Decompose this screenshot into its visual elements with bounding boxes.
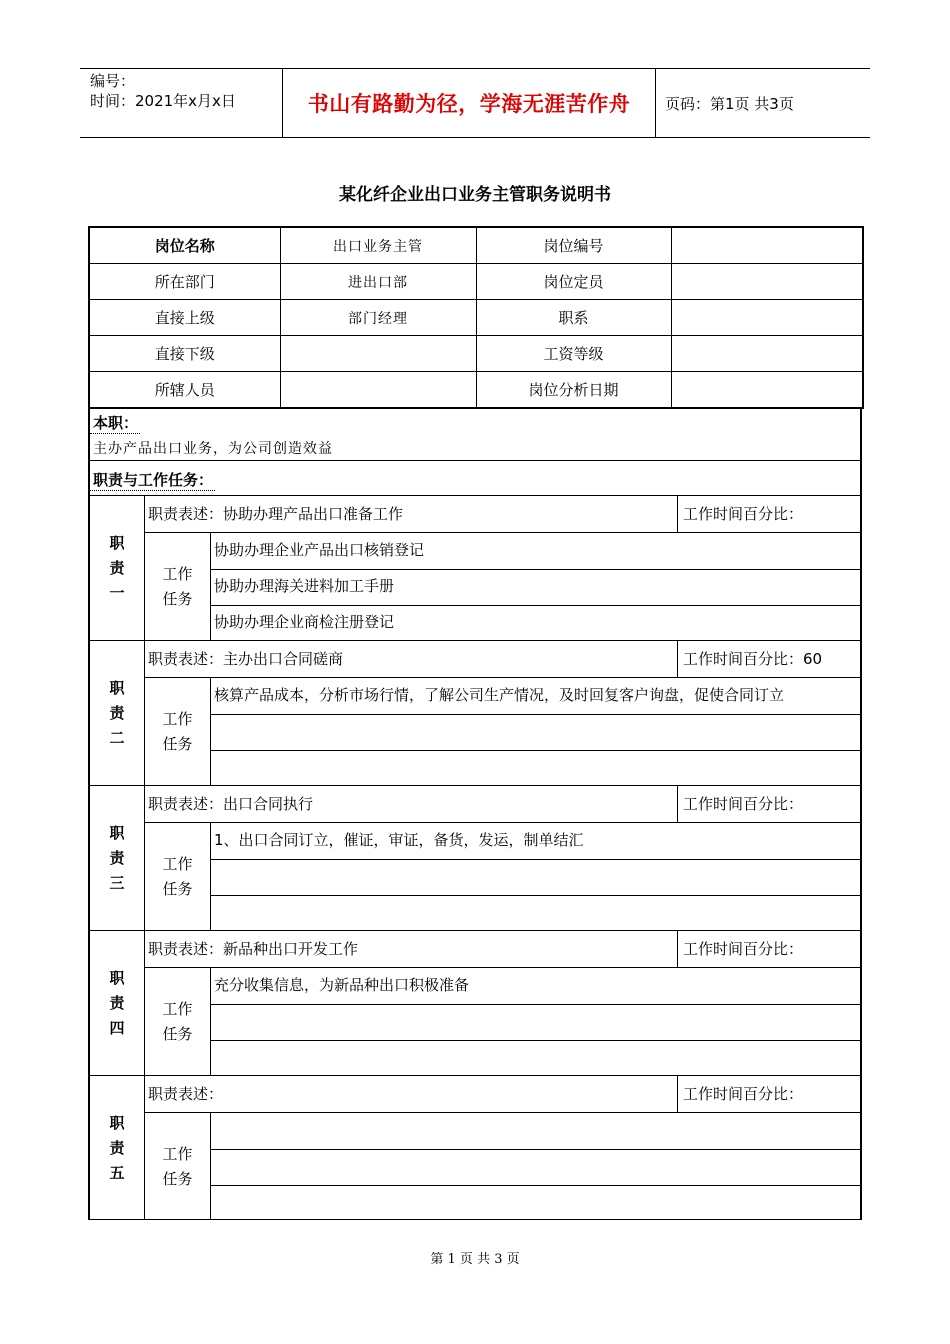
duty-block — [88, 640, 862, 785]
task-item — [211, 714, 860, 751]
task-item — [211, 859, 860, 896]
task-label — [145, 533, 211, 640]
duties-section-header — [88, 461, 862, 496]
cell-divider — [677, 1076, 678, 1112]
duty-label-char: 二 — [109, 728, 125, 747]
duty-time-percentage: 工作时间百分比： — [683, 1085, 804, 1103]
department-label: 所在部门 — [89, 264, 280, 300]
task-item — [211, 1113, 860, 1150]
cell-divider — [677, 786, 678, 822]
header-motto: 书山有路勤为径，学海无涯苦作舟 — [307, 92, 631, 116]
task-label — [145, 968, 211, 1075]
duty-label-char: 职 — [109, 968, 125, 987]
task-label-text: 工作 — [162, 1144, 193, 1163]
task-label-text: 任务 — [162, 734, 193, 753]
duty-label — [90, 496, 145, 640]
salary-grade-label: 工资等级 — [476, 336, 671, 372]
duty-block — [88, 930, 862, 1075]
duty-block — [88, 785, 862, 930]
duty-label-char: 责 — [109, 993, 125, 1012]
duty-label-char: 三 — [109, 873, 125, 892]
document-number-label: 编号： — [90, 72, 136, 90]
task-label-text: 任务 — [162, 1169, 193, 1188]
duty-label-char: 五 — [109, 1163, 125, 1182]
task-item: 充分收集信息，为新品种出口积极准备 — [211, 968, 860, 1005]
analysis-date-value — [671, 372, 863, 409]
task-item — [211, 1040, 860, 1076]
duty-label — [90, 786, 145, 930]
quota-value — [671, 264, 863, 300]
task-label-text: 任务 — [162, 1024, 193, 1043]
table-row — [89, 300, 863, 336]
job-family-value — [671, 300, 863, 336]
duty-header-row — [145, 1076, 860, 1113]
quota-label: 岗位定员 — [476, 264, 671, 300]
subordinate-label: 直接下级 — [89, 336, 280, 372]
duty-label-char: 职 — [109, 678, 125, 697]
duty-time-percentage: 工作时间百分比： — [683, 795, 804, 813]
subordinate-value — [280, 336, 476, 372]
task-label-text: 工作 — [162, 854, 193, 873]
document-date-label: 时间：2021年x月x日 — [90, 92, 236, 110]
duty-header-row — [145, 641, 860, 678]
duty-header-row — [145, 931, 860, 968]
duty-label-char: 职 — [109, 533, 125, 552]
task-label-text: 工作 — [162, 709, 193, 728]
analysis-date-label: 岗位分析日期 — [476, 372, 671, 409]
task-item: 协助办理海关进料加工手册 — [211, 569, 860, 606]
position-name-value: 出口业务主管 — [280, 227, 476, 264]
page-header — [80, 68, 870, 138]
duty-description: 职责表述：主办出口合同磋商 — [148, 650, 344, 668]
duty-time-percentage: 工作时间百分比： — [683, 505, 804, 523]
duty-label-char: 职 — [109, 1113, 125, 1132]
duty-description: 职责表述：协助办理产品出口准备工作 — [148, 505, 404, 523]
duty-header-row — [145, 496, 860, 533]
position-info-table — [88, 226, 864, 409]
duty-time-percentage: 工作时间百分比： — [683, 940, 804, 958]
page-footer: 第 1 页 共 3 页 — [430, 1252, 520, 1267]
duty-time-percentage: 工作时间百分比：60 — [683, 650, 823, 668]
cell-divider — [677, 931, 678, 967]
job-family-label: 职系 — [476, 300, 671, 336]
task-label — [145, 678, 211, 785]
task-label — [145, 823, 211, 930]
duty-block — [88, 495, 862, 640]
duty-label-char: 责 — [109, 1138, 125, 1157]
header-meta — [90, 71, 280, 111]
table-row — [89, 264, 863, 300]
duty-label — [90, 1076, 145, 1220]
task-label-text: 工作 — [162, 564, 193, 583]
duty-description: 职责表述：出口合同执行 — [148, 795, 314, 813]
position-name-label: 岗位名称 — [89, 227, 280, 264]
task-item — [211, 1004, 860, 1041]
task-item — [211, 750, 860, 786]
supervisor-value: 部门经理 — [280, 300, 476, 336]
position-code-value — [671, 227, 863, 264]
supervisor-label: 直接上级 — [89, 300, 280, 336]
task-item — [211, 1149, 860, 1186]
duty-label-char: 职 — [109, 823, 125, 842]
position-code-label: 岗位编号 — [476, 227, 671, 264]
duty-label — [90, 931, 145, 1075]
task-label-text: 任务 — [162, 879, 193, 898]
table-row — [89, 372, 863, 409]
core-duty-text: 主办产品出口业务，为公司创造效益 — [93, 441, 333, 457]
staff-value — [280, 372, 476, 409]
header-page-number: 页码：第1页 共3页 — [665, 95, 794, 113]
cell-divider — [677, 496, 678, 532]
duty-description: 职责表述： — [148, 1085, 224, 1103]
duty-label-char: 责 — [109, 848, 125, 867]
duty-label-char: 责 — [109, 558, 125, 577]
table-row — [89, 227, 863, 264]
task-item — [211, 895, 860, 931]
duties-section-title: 职责与工作任务： — [90, 469, 215, 491]
duty-header-row — [145, 786, 860, 823]
task-label-text: 工作 — [162, 999, 193, 1018]
task-item: 协助办理企业产品出口核销登记 — [211, 533, 860, 570]
duty-label-char: 一 — [109, 583, 125, 602]
duty-label — [90, 641, 145, 785]
task-item — [211, 1185, 860, 1221]
task-item: 核算产品成本，分析市场行情，了解公司生产情况，及时回复客户询盘，促使合同订立 — [211, 678, 860, 715]
duty-label-char: 四 — [109, 1018, 125, 1037]
staff-label: 所辖人员 — [89, 372, 280, 409]
task-item: 协助办理企业商检注册登记 — [214, 613, 395, 631]
department-value: 进出口部 — [280, 264, 476, 300]
core-duty-section — [88, 407, 862, 461]
document-title: 某化纤企业出口业务主管职务说明书 — [339, 185, 611, 205]
salary-grade-value — [671, 336, 863, 372]
task-label-text: 任务 — [162, 589, 193, 608]
cell-divider — [677, 641, 678, 677]
duty-block — [88, 1075, 862, 1220]
task-label — [145, 1113, 211, 1220]
header-divider — [655, 69, 656, 137]
core-duty-title: 本职： — [90, 412, 140, 434]
table-row — [89, 336, 863, 372]
duty-label-char: 责 — [109, 703, 125, 722]
duty-description: 职责表述：新品种出口开发工作 — [148, 940, 359, 958]
task-item: 1、出口合同订立，催证，审证，备货，发运，制单结汇 — [211, 823, 860, 860]
